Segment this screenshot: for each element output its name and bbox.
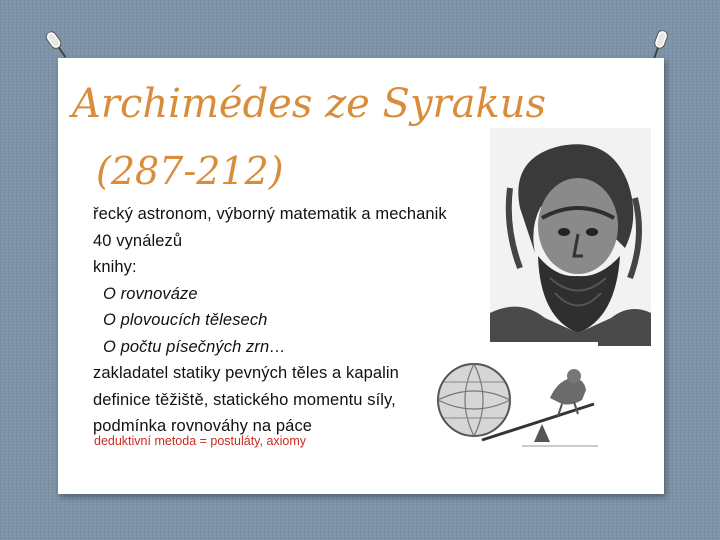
body-line-lever: podmínka rovnováhy na páce — [93, 417, 313, 435]
slide-title: Archimédes ze Syrakus — [72, 81, 547, 127]
method-note: deduktivní metoda = postuláty, axiomy — [94, 434, 307, 448]
lever-globe-illustration — [422, 342, 598, 454]
body-line-definitions: definice těžiště, statického momentu síly, — [93, 390, 396, 409]
slide-subtitle: (287-212) — [96, 149, 284, 193]
book-item-rovnovaze: O rovnováze — [103, 284, 198, 303]
body-line-statics: zakladatel statiky pevných těles a kapalin — [93, 364, 399, 382]
archimedes-bust-image — [490, 128, 651, 346]
thumbtack-right-icon — [647, 29, 670, 62]
body-line-books-heading: knihy: — [93, 258, 137, 276]
body-line-description: řecký astronom, výborný matematik a mechanik — [93, 205, 447, 223]
thumbtack-left-icon — [43, 29, 72, 62]
book-item-pisecnych: O počtu písečných zrn… — [103, 337, 286, 356]
book-item-plovoucich: O plovoucích tělesech — [103, 311, 268, 329]
body-line-inventions: 40 vynálezů — [93, 231, 183, 250]
